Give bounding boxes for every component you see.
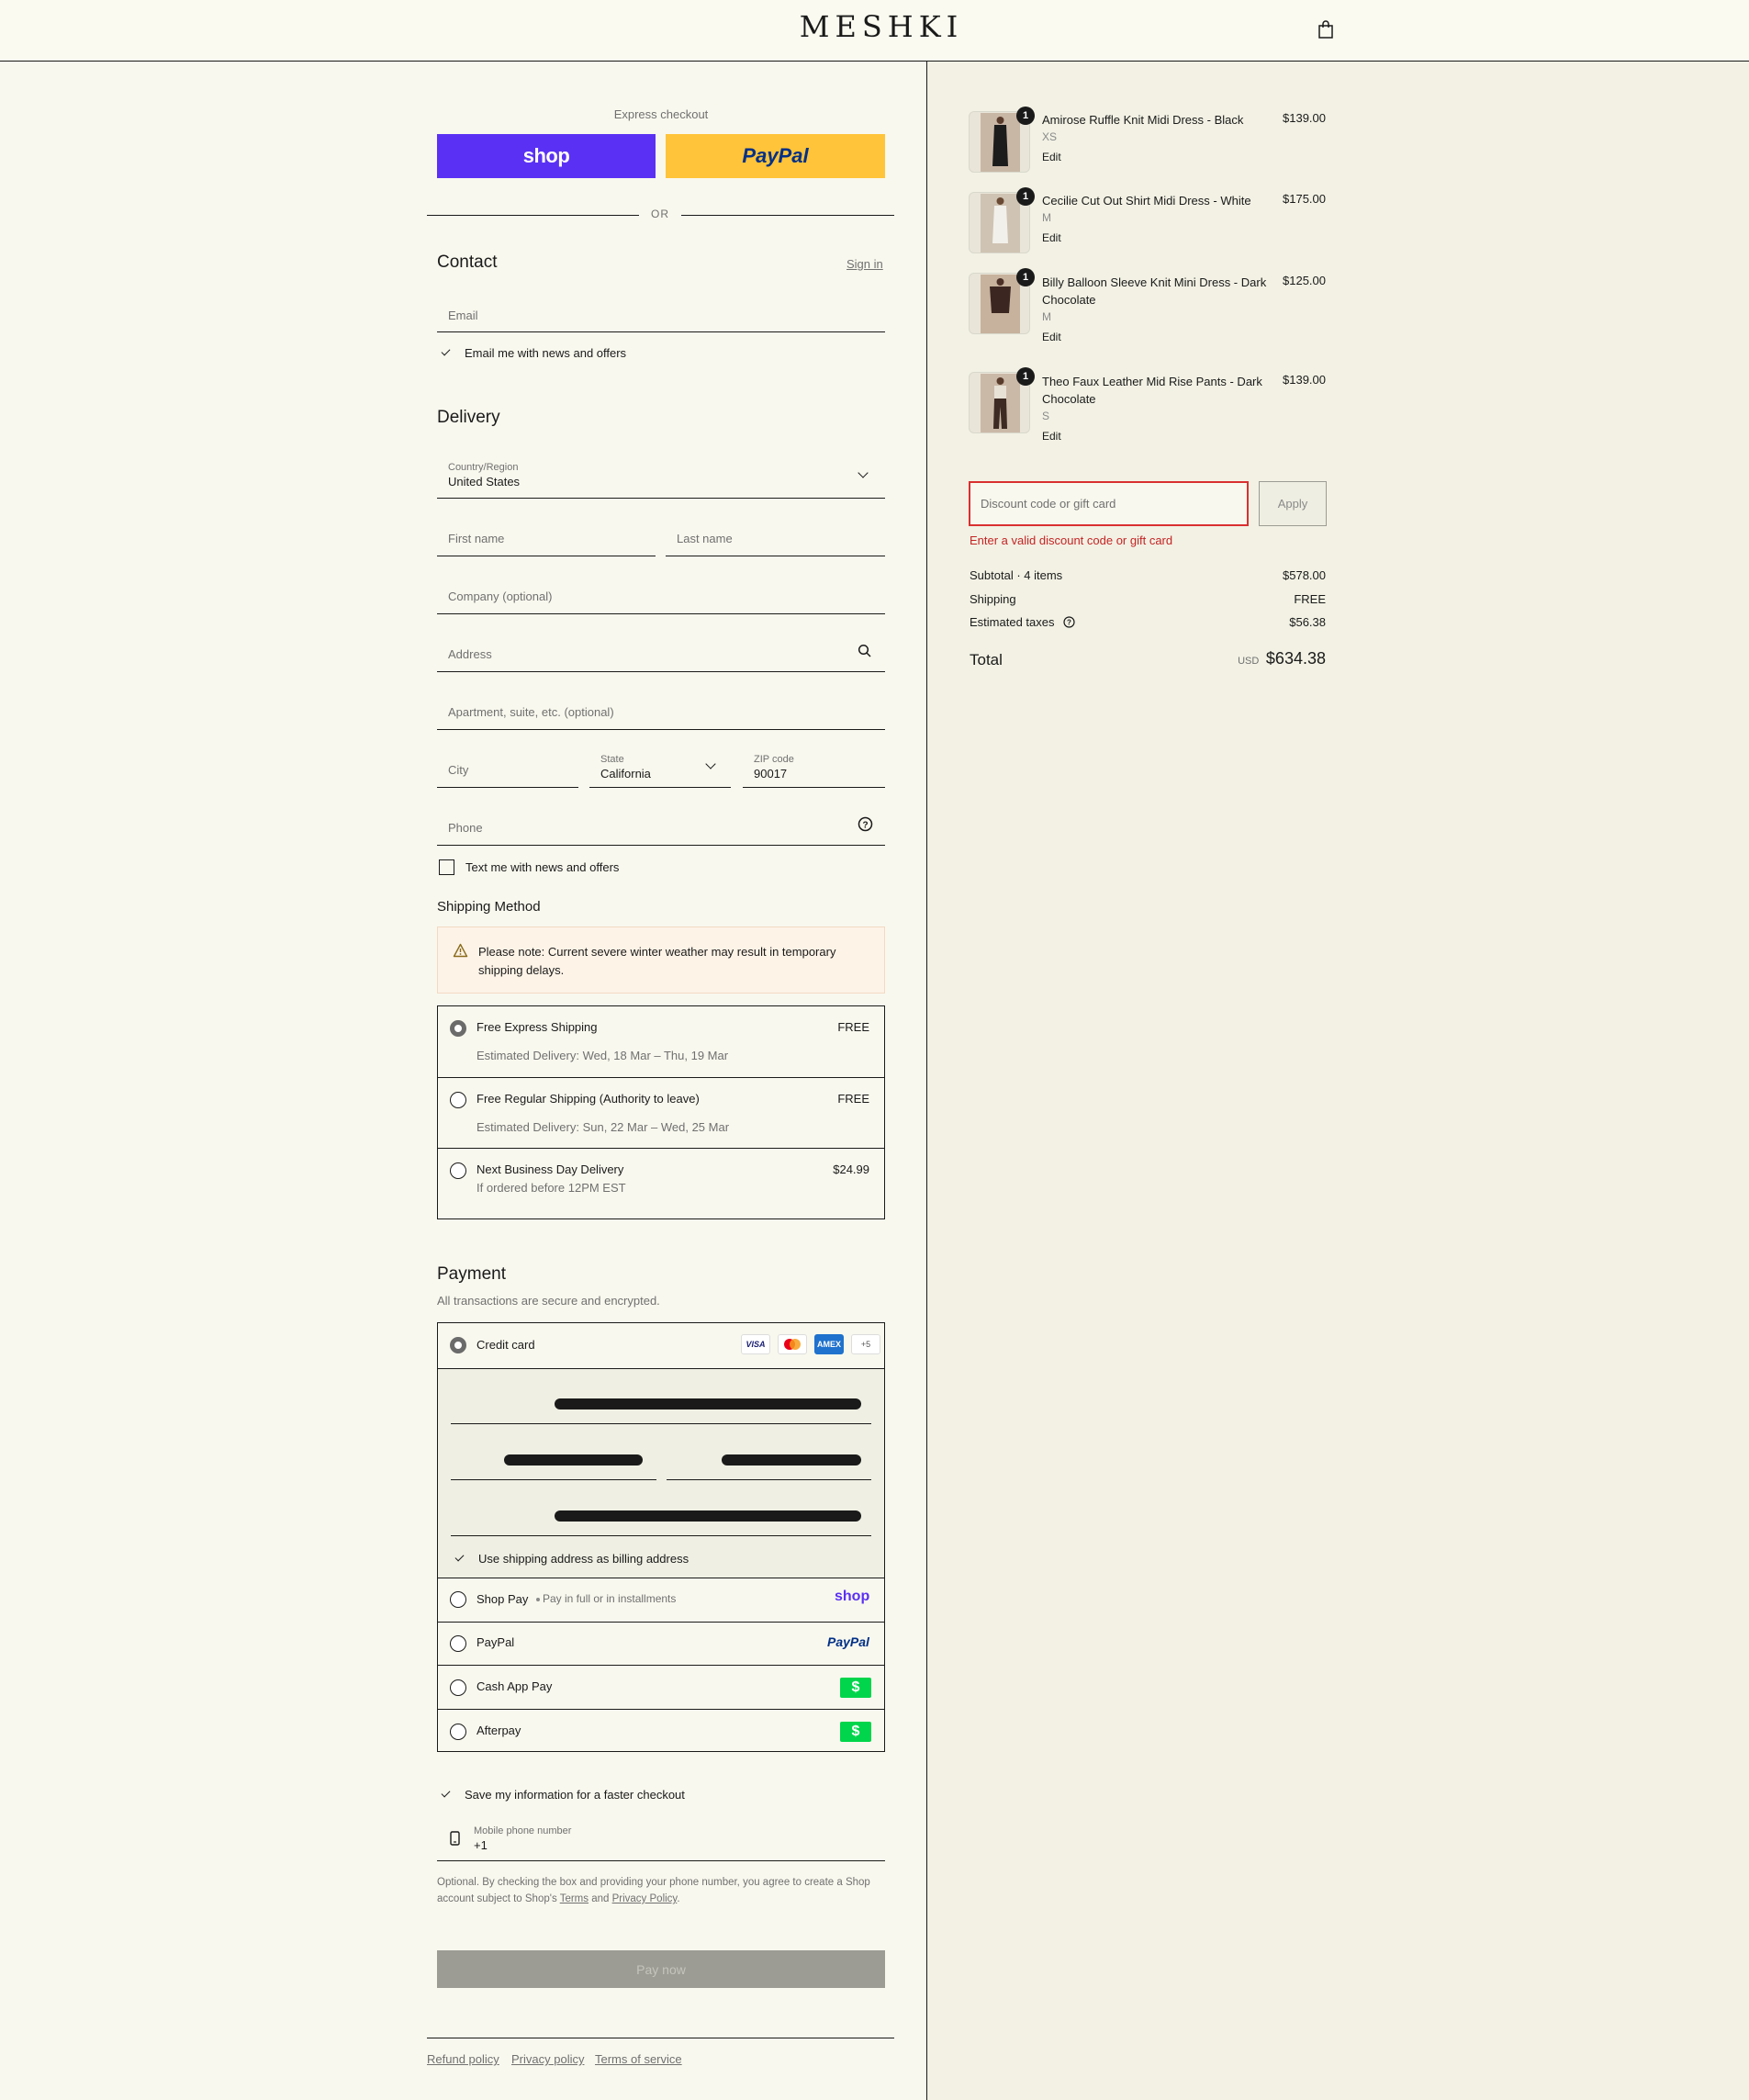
security-code-field[interactable] (667, 1436, 871, 1480)
express-checkout-title: Express checkout (613, 107, 709, 121)
first-name-placeholder: First name (448, 532, 505, 545)
order-summary-column (926, 62, 1749, 2100)
payment-option-shop-pay[interactable] (438, 1578, 884, 1622)
masked-card-number (555, 1398, 861, 1409)
terms-link[interactable]: Terms (559, 1893, 589, 1904)
pay-now-button[interactable]: Pay now (437, 1950, 885, 1988)
cart-item-thumbnail (969, 273, 1030, 334)
state-select[interactable] (589, 745, 731, 788)
state-label: State (600, 754, 624, 765)
payment-option-paypal[interactable] (438, 1622, 884, 1665)
shipping-method-heading: Shipping Method (437, 899, 541, 915)
billing-same-checkbox[interactable] (453, 1551, 689, 1566)
cash-app-label: Cash App Pay (476, 1679, 553, 1693)
product-image (984, 376, 1016, 431)
cart-item-thumbnail (969, 192, 1030, 253)
product-image (984, 115, 1016, 170)
credit-card-label: Credit card (476, 1338, 535, 1352)
cart-item-price: $139.00 (1283, 111, 1326, 125)
estimated-taxes-label (970, 615, 1075, 629)
email-news-checkbox[interactable] (439, 345, 626, 360)
estimated-taxes-value: $56.38 (1289, 615, 1326, 629)
total-label: Total (970, 651, 1003, 668)
apartment-placeholder: Apartment, suite, etc. (optional) (448, 705, 614, 719)
shipping-options (437, 1005, 885, 1219)
chevron-down-icon (705, 758, 715, 769)
paypal-logo: PayPal (742, 144, 809, 167)
email-news-label: Email me with news and offers (465, 345, 627, 360)
billing-same-label: Use shipping address as billing address (478, 1551, 690, 1566)
contact-heading: Contact (437, 253, 498, 272)
company-field[interactable] (437, 571, 885, 614)
cart-item-price: $139.00 (1283, 373, 1326, 387)
payment-heading: Payment (437, 1264, 506, 1284)
phone-field[interactable] (437, 803, 885, 846)
shipping-option-title: Next Business Day Delivery (476, 1162, 624, 1176)
svg-text:?: ? (862, 820, 869, 831)
country-label: Country/Region (448, 462, 519, 473)
text-news-checkbox[interactable] (439, 859, 619, 875)
afterpay-label: Afterpay (476, 1724, 521, 1737)
cart-item-variant: M (1042, 211, 1051, 224)
privacy-policy-footer-link[interactable]: Privacy policy (511, 2052, 585, 2066)
mobile-phone-value: +1 (474, 1838, 488, 1852)
discount-error-message: Enter a valid discount code or gift card (970, 533, 1173, 547)
payment-option-credit-card[interactable] (438, 1323, 884, 1368)
country-select[interactable] (437, 453, 885, 499)
quantity-badge: 1 (1016, 268, 1035, 286)
city-field[interactable] (437, 745, 578, 788)
shipping-notice (437, 926, 885, 994)
shipping-option-title: Free Express Shipping (476, 1020, 598, 1034)
shop-pay-label: Shop Pay (476, 1592, 529, 1606)
shipping-option-eta: Estimated Delivery: Sun, 22 Mar – Wed, 25 Mar (476, 1120, 730, 1134)
state-value: California (600, 767, 651, 780)
radio-unselected[interactable] (450, 1679, 466, 1696)
text-news-label: Text me with news and offers (465, 860, 620, 874)
shipping-value: FREE (1294, 592, 1326, 606)
cart-item-name: Billy Balloon Sleeve Knit Mini Dress - Dark Chocolate (1042, 275, 1267, 307)
shop-pay-logo: shop (835, 1589, 870, 1604)
cart-item-thumbnail (969, 111, 1030, 173)
address-placeholder: Address (448, 647, 492, 661)
delivery-heading: Delivery (437, 408, 500, 427)
garment-shape (992, 125, 1008, 166)
name-on-card-field[interactable] (451, 1492, 871, 1536)
paypal-label: PayPal (476, 1635, 515, 1649)
shipping-label: Shipping (970, 592, 1016, 606)
shipping-option-next-day[interactable] (438, 1149, 884, 1218)
city-placeholder: City (448, 763, 469, 777)
shipping-notice-text: Please note: Current severe winter weather may result in temporary shipping delays. (478, 945, 836, 977)
zip-field[interactable] (743, 745, 885, 788)
address-field[interactable] (437, 629, 885, 672)
product-image (984, 196, 1016, 251)
discount-code-input[interactable] (969, 481, 1249, 526)
cart-item-edit-link[interactable]: Edit (1042, 151, 1061, 163)
bullet-dot (536, 1598, 540, 1601)
quantity-badge: 1 (1016, 367, 1035, 386)
total-amount (1194, 649, 1326, 668)
payment-subtitle: All transactions are secure and encrypted. (437, 1294, 660, 1308)
save-info-label: Save my information for a faster checkout (465, 1787, 685, 1802)
cart-item-name: Cecilie Cut Out Shirt Midi Dress - White (1042, 194, 1251, 208)
radio-selected[interactable] (450, 1337, 466, 1353)
cart-item-edit-link[interactable]: Edit (1042, 430, 1061, 443)
payment-options (437, 1322, 885, 1752)
shop-pay-express-button[interactable] (437, 134, 656, 178)
card-number-field[interactable] (451, 1380, 871, 1424)
country-value: United States (448, 475, 521, 489)
cart-item-variant: XS (1042, 130, 1058, 143)
or-label: OR (639, 208, 681, 220)
mobile-phone-icon (450, 1831, 460, 1846)
shop-disclaimer (437, 1874, 896, 1907)
cart-item-variant: S (1042, 410, 1050, 422)
checkbox-empty[interactable] (439, 859, 454, 875)
shipping-option-price: FREE (837, 1092, 869, 1106)
shipping-option-price: FREE (837, 1020, 869, 1034)
checkmark-icon (453, 1551, 467, 1566)
shop-logo: shop (522, 144, 570, 167)
search-icon (858, 644, 872, 658)
company-placeholder: Company (optional) (448, 590, 553, 603)
cash-app-icon: $ (840, 1678, 871, 1698)
cart-item-price: $175.00 (1283, 192, 1326, 206)
sign-in-link[interactable]: Sign in (846, 257, 883, 271)
masked-name-on-card (555, 1510, 861, 1522)
phone-placeholder: Phone (448, 821, 483, 835)
afterpay-icon: $ (840, 1722, 871, 1742)
disclaimer-line-2: account subject to Shop's (437, 1893, 557, 1904)
amex-icon: AMEX (814, 1334, 844, 1354)
visa-icon: VISA (741, 1334, 770, 1354)
radio-unselected[interactable] (450, 1092, 466, 1108)
payment-option-cash-app[interactable] (438, 1665, 884, 1709)
zip-value: 90017 (754, 767, 788, 780)
cart-item-name: Theo Faux Leather Mid Rise Pants - Dark Chocolate (1042, 375, 1262, 406)
header (0, 0, 1749, 62)
total-value: $634.38 (1265, 649, 1326, 668)
cart-item-price: $125.00 (1283, 274, 1326, 287)
payment-option-afterpay[interactable] (438, 1709, 884, 1751)
shipping-option-eta: Estimated Delivery: Wed, 18 Mar – Thu, 19 Mar (476, 1049, 729, 1062)
checkmark-icon (439, 1787, 454, 1802)
mastercard-icon (778, 1334, 807, 1354)
save-info-checkbox[interactable] (439, 1787, 685, 1802)
refund-policy-link[interactable]: Refund policy (427, 2052, 499, 2066)
disclaimer-and: and (591, 1893, 610, 1904)
quantity-badge: 1 (1016, 187, 1035, 206)
estimated-taxes-text: Estimated taxes (970, 615, 1055, 629)
svg-text:?: ? (1067, 618, 1072, 627)
subtotal-label: Subtotal · 4 items (970, 568, 1063, 582)
garment-shape (990, 286, 1011, 313)
quantity-badge: 1 (1016, 107, 1035, 125)
shipping-option-price: $24.99 (833, 1162, 869, 1176)
disclaimer-line-1: Optional. By checking the box and providing your phone number, you agree to create a Shop (437, 1877, 870, 1888)
shipping-option-title: Free Regular Shipping (Authority to leave) (476, 1092, 700, 1106)
radio-unselected[interactable] (450, 1162, 466, 1179)
garment-shape (993, 399, 1007, 429)
cart-item-variant: M (1042, 310, 1051, 323)
cart-item-edit-link[interactable]: Edit (1042, 231, 1061, 244)
masked-expiration (504, 1454, 643, 1466)
paypal-logo: PayPal (827, 1634, 869, 1649)
apartment-field[interactable] (437, 687, 885, 730)
warning-icon (453, 943, 468, 958)
radio-unselected[interactable] (450, 1635, 466, 1652)
cart-item-edit-link[interactable]: Edit (1042, 331, 1061, 343)
disclaimer-period: . (677, 1893, 680, 1904)
email-placeholder: Email (448, 309, 478, 322)
last-name-placeholder: Last name (677, 532, 733, 545)
masked-security-code (722, 1454, 861, 1466)
shop-pay-subtitle: Pay in full or in installments (543, 1592, 677, 1605)
cart-item-thumbnail (969, 372, 1030, 433)
credit-card-form (438, 1368, 884, 1578)
more-cards-badge: +5 (851, 1334, 880, 1354)
terms-of-service-link[interactable]: Terms of service (595, 2052, 682, 2066)
help-circle-icon[interactable] (858, 816, 873, 832)
cart-item-name: Amirose Ruffle Knit Midi Dress - Black (1042, 113, 1244, 127)
shipping-option-eta: If ordered before 12PM EST (476, 1181, 626, 1195)
radio-unselected[interactable] (450, 1724, 466, 1740)
subtotal-value: $578.00 (1283, 568, 1326, 582)
garment-shape (992, 206, 1008, 243)
shopping-bag-icon[interactable] (1317, 19, 1335, 39)
mobile-phone-label: Mobile phone number (474, 1825, 572, 1836)
mobile-phone-field[interactable] (437, 1816, 885, 1861)
privacy-policy-link[interactable]: Privacy Policy (611, 1893, 678, 1904)
radio-unselected[interactable] (450, 1591, 466, 1608)
paypal-express-button[interactable] (666, 134, 885, 178)
chevron-down-icon (858, 467, 868, 477)
checkmark-icon (439, 345, 454, 360)
shipping-option-regular[interactable] (438, 1078, 884, 1149)
help-circle-icon[interactable] (1063, 616, 1075, 628)
first-name-field[interactable] (437, 513, 656, 556)
currency-code: USD (1238, 656, 1260, 667)
discount-placeholder: Discount code or gift card (981, 497, 1116, 511)
email-field[interactable] (437, 290, 885, 332)
apply-discount-button[interactable]: Apply (1259, 481, 1327, 526)
product-image (984, 276, 1016, 331)
last-name-field[interactable] (666, 513, 885, 556)
brand-logo[interactable]: MESHKI (799, 9, 964, 44)
radio-selected[interactable] (450, 1020, 466, 1037)
shipping-option-express[interactable] (438, 1006, 884, 1078)
zip-label: ZIP code (754, 754, 794, 765)
expiration-field[interactable] (451, 1436, 656, 1480)
